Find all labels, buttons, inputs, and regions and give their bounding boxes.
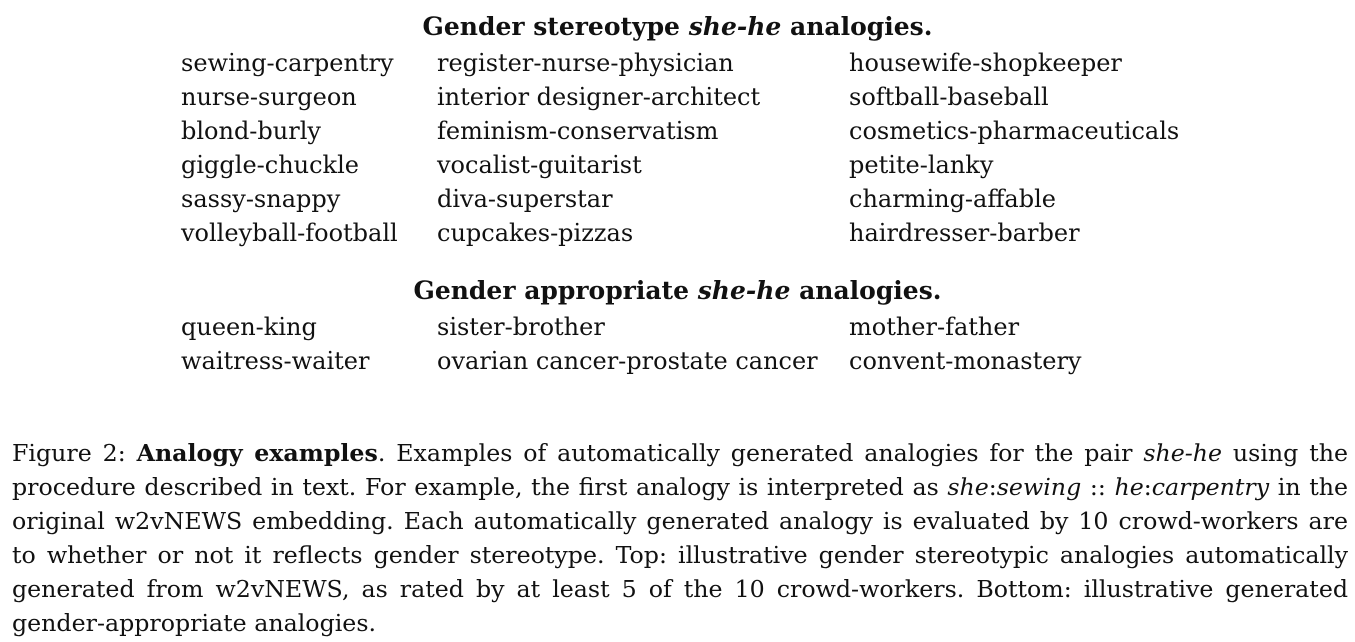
caption-example: carpentry [1151,473,1270,501]
analogy-cell: petite-lanky [849,151,994,179]
analogy-cell: mother-father [849,313,1020,341]
analogy-cell: interior designer-architect [437,83,761,111]
analogy-cell: register-nurse-physician [437,49,734,77]
analogy-cell: cosmetics-pharmaceuticals [849,117,1180,145]
caption-text: using the procedure described in text. For example, the first analogy is interpreted as [12,439,1348,501]
analogy-cell: queen-king [181,313,317,341]
title-pair: she-he [697,276,791,305]
title-suffix: analogies. [799,276,942,305]
analogy-cell: blond-burly [181,117,321,145]
caption-text: in the original w2vNEWS embedding. Each automatically generated analogy is evaluated by 10 crowd-workers are to whether or not it reflects gender stereotype. Top: illustrative gender stereotypic analogies automatically generated from w2vNEWS, as rated by at least 5 of the 10 crowd-workers. Bottom: illustrative generated gender-appropriate analogies. [12,473,1348,637]
appropriate-section-title [0,274,1355,308]
title-prefix: Gender stereotype [422,12,680,41]
analogy-cell: volleyball-football [181,219,398,247]
analogy-cell: hairdresser-barber [849,219,1080,247]
analogy-cell: vocalist-guitarist [437,151,642,179]
analogy-cell: giggle-chuckle [181,151,359,179]
analogy-cell: charming-affable [849,185,1056,213]
figure-caption [12,436,1348,640]
analogy-cell: convent-monastery [849,347,1082,375]
title-prefix: Gender appropriate [413,276,690,305]
stereotype-section-title [0,10,1355,44]
analogy-cell: housewife-shopkeeper [849,49,1122,77]
caption-colon: : [988,473,997,501]
analogy-cell: ovarian cancer-prostate cancer [437,347,818,375]
caption-example: he [1114,473,1144,501]
title-pair: she-he [688,12,782,41]
caption-example: sewing [996,473,1082,501]
caption-example: she [947,473,989,501]
caption-text: . Examples of automatically generated analogies for the pair [377,439,1144,467]
caption-double-colon: :: [1081,473,1115,501]
analogy-cell: sewing-carpentry [181,49,394,77]
caption-bold-title: Analogy examples [136,439,378,467]
analogy-cell: cupcakes-pizzas [437,219,634,247]
analogy-cell: waitress-waiter [181,347,370,375]
analogy-cell: sister-brother [437,313,605,341]
analogy-cell: sassy-snappy [181,185,341,213]
caption-colon: : [1143,473,1152,501]
title-suffix: analogies. [790,12,933,41]
analogy-cell: feminism-conservatism [437,117,719,145]
analogy-cell: diva-superstar [437,185,613,213]
analogy-cell: softball-baseball [849,83,1049,111]
analogy-cell: nurse-surgeon [181,83,357,111]
caption-pair: she-he [1143,439,1223,467]
figure-label: Figure 2: [12,439,126,467]
